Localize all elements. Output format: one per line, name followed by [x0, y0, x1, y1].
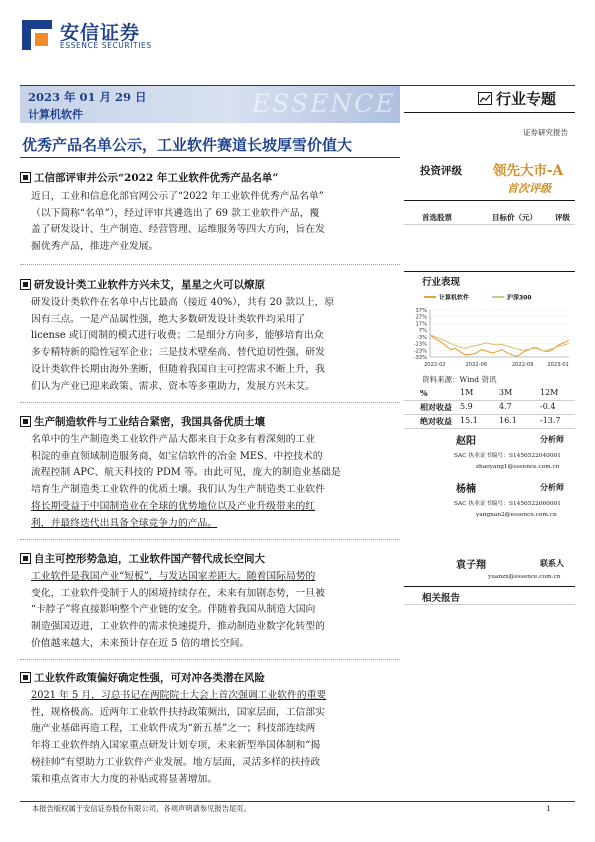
y-tick-label: -23%: [413, 348, 427, 355]
perf-header-1m: 1M: [460, 388, 474, 397]
section-4-line-2: 变化，工业软件受制于人的困境持续存在，未来有加剧态势，一旦被: [31, 587, 325, 599]
section-4-title: [20, 551, 265, 566]
section-1-body: [31, 189, 390, 256]
perf-cell: -0.4: [540, 402, 556, 411]
perf-table: [404, 386, 575, 428]
section-5-title-text: 工业软件政策偏好确定性强，可对冲各类潜在风险: [34, 672, 265, 684]
section-2-line-1: 研发设计类软件在名单中占比最高（接近 40%），共有 20 款以上，原: [31, 297, 335, 308]
y-tick-label: -3%: [416, 334, 427, 341]
analyst-3-role: 联系人: [540, 558, 564, 568]
perf-header-12m: 12M: [540, 388, 559, 397]
band-watermark: ESSENCE: [252, 89, 396, 118]
header-band: [20, 86, 400, 123]
report-sector: 计算机软件: [28, 108, 83, 121]
section-2-title-text: 研发设计类工业软件方兴未艾，星星之火可以燎原: [34, 279, 265, 291]
related-reports-title: 相关报告: [422, 593, 461, 604]
section-marker-icon: [20, 279, 31, 290]
section-divider: [20, 659, 400, 660]
rating-sub: 首次评级: [507, 182, 551, 195]
stock-table-rule: [404, 224, 575, 225]
section-1-title: [20, 170, 278, 185]
section-2-line-4: 多专精特新的隐性冠军企业；三是技术壁垒高、替代迫切性强，研发: [31, 347, 325, 359]
section-3-line-1: 名单中的生产制造类工业软件产品大都来自于众多有着深刻的工业: [31, 434, 316, 445]
brand-name-cn: 安信证券: [60, 22, 141, 44]
section-marker-icon: [20, 553, 31, 564]
y-tick-label: -13%: [413, 341, 427, 348]
section-3-line-2: 积淀的垂直领域制造服务商，如宝信软件的冶金 MES、中控技术的: [31, 450, 323, 462]
section-5-line-3: 施产业基础再造工程，工业软件成为“新五基”之一；科技部连续两: [31, 723, 316, 735]
perf-cell: 16.1: [499, 416, 517, 425]
section-5-body: [31, 688, 390, 788]
analyst-1-license: SAC 执业证书编号：S1450522040001: [454, 453, 561, 459]
perf-cell: 15.1: [460, 416, 478, 425]
perf-top-rule: [404, 271, 575, 272]
analyst-2-license: SAC 执业证书编号：S1450522060001: [454, 501, 561, 507]
legend-label: 计算机软件: [439, 294, 470, 302]
section-4-line-5: 价值越来越大，未来预计存在近 5 倍的增长空间。: [31, 637, 250, 649]
perf-title: 行业表现: [422, 277, 461, 288]
table-row: [404, 400, 575, 414]
x-tick-label: 2022-06: [465, 362, 488, 368]
section-divider: [20, 402, 400, 403]
section-marker-icon: [20, 416, 31, 427]
footer-disclaimer: 本报告版权属于安信证券股份有限公司，各项声明请参见报告尾页。: [32, 804, 251, 813]
rating-label: 投资评级: [420, 165, 462, 177]
section-4-title-text: 自主可控形势急迫，工业软件国产替代成长空间大: [34, 553, 265, 565]
footer-rule: [20, 801, 575, 802]
section-2-line-3: license 或订阅制的模式进行收费；二是细分方向多，能够培育出众: [31, 330, 324, 342]
perf-table-rule: [404, 428, 575, 429]
right-rule-rating: [404, 200, 575, 201]
y-tick-label: 37%: [415, 308, 427, 314]
perf-source: 资料来源：Wind 资讯: [422, 375, 497, 384]
section-3-line-3: 流程控制 APC、航天科技的 PDM 等。由此可见，庞大的制造业基础是: [31, 467, 341, 479]
section-1-title-text: 工信部评审并公示“2022 年工业软件优秀产品名单”: [34, 172, 279, 184]
section-marker-icon: [20, 672, 31, 683]
section-2-line-2: 因有三点。一是产品属性强，绝大多数研发设计类软件均采用了: [31, 313, 306, 325]
perf-table-rule: [404, 414, 575, 415]
report-date: 2023 年 01 月 29 日: [28, 90, 147, 104]
analyst-3-email[interactable]: yuanzx@essence.com.cn: [488, 574, 561, 580]
perf-table-header: [404, 386, 575, 400]
section-1-line-4: 掘优秀产品，推进产业发展。: [31, 241, 159, 253]
related-top-rule: [404, 586, 575, 587]
section-marker-icon: [20, 172, 31, 183]
x-tick-label: 2022-02: [424, 362, 446, 368]
stock-col-target: 目标价（元）: [492, 213, 537, 222]
perf-header-unit: %: [420, 388, 428, 398]
section-5-title: [20, 670, 265, 685]
section-3-body: [31, 432, 390, 532]
analyst-2-name: 杨楠: [456, 484, 476, 495]
section-4-body: [31, 569, 390, 653]
section-1-line-2: （以下简称“名单”），经过评审共遴选出了 69 款工业软件产品，覆: [31, 207, 320, 219]
section-1-line-1: 近日，工业和信息化部官网公示了“2022 年工业软件优秀产品名单”: [31, 191, 324, 202]
analyst-2-email[interactable]: yangnan2@essence.com.cn: [476, 512, 557, 518]
right-rule-top: [404, 112, 575, 113]
section-4-line-3: “卡脖子”将直接影响整个产业链的安全。伴随着我国从制造大国向: [31, 604, 316, 616]
y-tick-label: 27%: [415, 314, 427, 321]
section-divider: [20, 264, 400, 265]
report-type: 证券研究报告: [523, 128, 568, 137]
title-rule: [20, 157, 400, 158]
rating-value: 领先大市-A: [493, 163, 564, 179]
section-5-line-1: 2021 年 5 月，习总书记在两院院士大会上首次强调工业软件的重要: [31, 690, 327, 701]
brand-logo-mark: [22, 20, 52, 50]
page-number: 1: [546, 804, 551, 813]
section-4-line-4: 制造强国迈进，工业软件的需求快速提升，推动制造业数字化转型的: [31, 621, 325, 633]
chart-icon: [478, 92, 492, 105]
section-5-line-2: 性，规格极高。近两年工业软件扶持政策频出，国家层面，工信部实: [31, 706, 325, 718]
analyst-2-role: 分析师: [540, 482, 564, 492]
section-2-line-6: 们认为产业已迎来政策、需求、资本等多重助力，发展方兴未艾。: [31, 380, 316, 392]
perf-row-label: 绝对收益: [420, 416, 452, 426]
section-5-line-5: 榜挂帅”有望助力工业软件产业发展。地方层面，灵活多样的扶持政: [31, 756, 321, 768]
section-3-line-4: 培育生产制造类工业软件的优质土壤。我们认为生产制造类工业软件: [31, 484, 325, 496]
industry-label: [478, 88, 556, 109]
analyst-1-role: 分析师: [540, 434, 564, 444]
perf-cell: -13.7: [540, 416, 561, 425]
industry-label-text: 行业专题: [496, 90, 557, 108]
x-tick-label: 2023-01: [547, 362, 569, 368]
brand-name-en: ESSENCE SECURITIES: [60, 41, 152, 50]
section-3-line-6: 利，并最终迭代出具备全球竞争力的产品。: [31, 517, 218, 529]
section-2-title: [20, 277, 265, 292]
y-tick-label: 7%: [418, 328, 427, 335]
series-line: [430, 335, 569, 357]
stock-col-stock: 首选股票: [422, 213, 452, 222]
y-tick-label: -33%: [413, 355, 427, 361]
industry-performance-chart: [404, 290, 575, 368]
analyst-1-name: 赵阳: [456, 436, 476, 447]
x-tick-label: 2022-09: [511, 362, 534, 368]
stock-col-rating: 评级: [555, 213, 570, 222]
section-3-line-5: 将长期受益于中国制造业在全球的优势地位以及产业升级带来的红: [31, 500, 316, 512]
section-5-line-6: 策和重点省市大力度的补贴或将显著增加。: [31, 773, 218, 785]
table-row: [404, 414, 575, 428]
page-title: 优秀产品名单公示，工业软件赛道长坡厚雪价值大: [22, 136, 353, 154]
section-2-line-5: 设计类软件长期由海外垄断，但随着我国自主可控需求不断上升，我: [31, 363, 325, 375]
section-5-line-4: 年将工业软件纳入国家重点研发计划专项，未来新型举国体制和“揭: [31, 740, 321, 752]
perf-row-label: 相对收益: [420, 402, 452, 412]
section-3-title-text: 生产制造软件与工业结合紧密，我国具备优质土壤: [34, 416, 265, 428]
section-1-line-3: 盖了研发设计、生产制造、经营管理、运维服务等四大方向，旨在发: [31, 224, 325, 236]
related-rule: [404, 604, 575, 605]
section-2-body: [31, 295, 390, 395]
analyst-3-name: 袁子翔: [456, 560, 486, 571]
section-divider: [20, 539, 400, 540]
perf-cell: 4.7: [499, 402, 512, 411]
series-line: [430, 335, 569, 351]
legend-label: 沪深300: [507, 294, 532, 302]
analyst-1-email[interactable]: zhaoyang1@essence.com.cn: [476, 464, 560, 470]
section-3-title: [20, 414, 265, 429]
perf-table-rule: [404, 400, 575, 401]
perf-cell: 5.9: [460, 402, 473, 411]
y-tick-label: 17%: [415, 321, 427, 328]
perf-header-3m: 3M: [499, 388, 513, 397]
section-4-line-1: 工业软件是我国产业“短板”，与发达国家差距大。随着国际局势的: [31, 571, 316, 582]
